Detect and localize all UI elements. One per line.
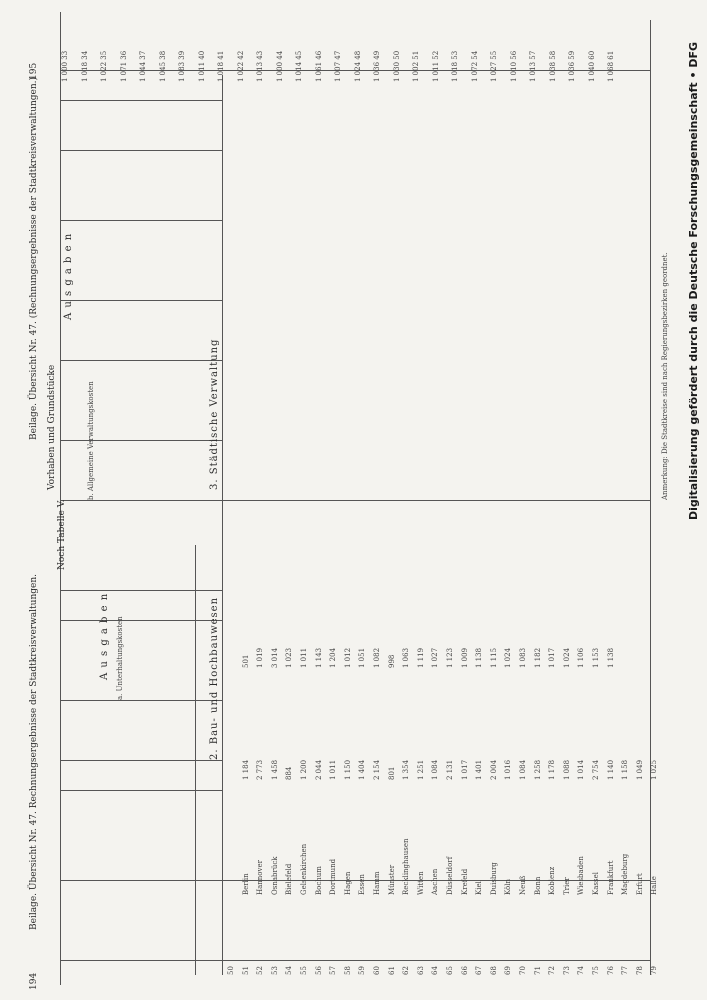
row-number: 69 [504, 966, 513, 975]
left-expense-header: A u s g a b e n [99, 592, 110, 680]
total-value: 1 018 34 [80, 50, 89, 82]
row-number: 70 [519, 966, 527, 975]
table-rule [60, 440, 222, 441]
total-value: 1 045 38 [158, 50, 167, 82]
table-cell-value: 1 017 [548, 647, 557, 668]
row-number: 72 [548, 966, 557, 975]
right-running-header: Beilage. Übersicht Nr. 47. (Rechnungsergebnisse der Stadtkreisverwaltungen.) [29, 76, 39, 440]
table-cell-value: 1 106 [577, 647, 586, 668]
table-cell-value: 1 401 [475, 759, 484, 780]
row-number: 73 [562, 966, 571, 975]
row-label: Neuß [519, 875, 527, 895]
table-cell-value: 2 044 [314, 759, 323, 780]
total-value: 1 068 61 [607, 50, 615, 82]
table-rule [60, 12, 61, 985]
table-rule [60, 790, 222, 791]
row-number: 76 [606, 966, 615, 975]
table-rule [60, 960, 650, 961]
table-cell-value: 1 140 [606, 759, 615, 780]
total-value: 1 002 51 [412, 50, 420, 82]
total-value: 1 083 39 [178, 50, 186, 82]
row-label: Münster [387, 864, 396, 895]
table-cell-value: 501 [241, 654, 250, 668]
row-number: 54 [285, 966, 294, 975]
table-cell-value: 1 063 [402, 647, 411, 668]
row-number: 51 [241, 966, 250, 975]
left-running-header: Beilage. Übersicht Nr. 47. Rechnungsergebnisse der Stadtkreisverwaltungen. [29, 574, 39, 930]
table-cell-value: 2 773 [256, 759, 265, 780]
total-value: 1 018 41 [217, 50, 225, 82]
table-rule [60, 760, 222, 761]
row-label: Recklinghausen [402, 838, 411, 895]
row-label: Magdeburg [621, 853, 630, 895]
table-rule [60, 100, 222, 101]
row-number: 50 [227, 966, 235, 975]
left-continuation: Noch Tabelle V. [57, 499, 67, 570]
table-cell-value: 1 204 [329, 647, 338, 668]
row-label: Witten [416, 871, 425, 895]
table-cell-value: 998 [387, 654, 396, 668]
row-label: Bochum [314, 866, 323, 895]
table-cell-value: 1 023 [285, 647, 294, 668]
table-rule [60, 300, 222, 301]
table-cell-value: 1 251 [416, 759, 425, 780]
table-rule [222, 75, 223, 975]
table-cell-value: 1 458 [270, 759, 279, 780]
table-cell-value: 1 258 [533, 759, 542, 780]
right-expense-header: A u s g a b e n [63, 232, 74, 320]
row-label: Köln [504, 878, 513, 895]
row-label: Gelsenkirchen [300, 843, 308, 895]
row-label: Wiesbaden [577, 856, 586, 895]
table-cell-value: 1 017 [460, 759, 469, 780]
table-cell-value: 1 016 [504, 759, 513, 780]
total-value: 1 071 36 [119, 50, 128, 82]
row-number: 74 [577, 966, 586, 975]
table-cell-value: 1 138 [606, 647, 615, 668]
row-label: Hannover [256, 860, 265, 895]
row-number: 62 [402, 966, 411, 975]
table-rule [60, 880, 650, 881]
table-rule [60, 150, 222, 151]
total-value: 1 011 40 [197, 50, 206, 82]
row-label: Hamm [373, 871, 381, 895]
row-number: 58 [343, 966, 352, 975]
table-cell-value: 1 354 [402, 759, 411, 780]
table-cell-value: 1 025 [650, 759, 659, 780]
table-cell-value: 2 004 [489, 759, 498, 780]
table-cell-value: 1 083 [519, 647, 527, 668]
table-cell-value: 1 084 [431, 759, 440, 780]
row-number: 68 [489, 966, 498, 975]
row-number: 60 [373, 966, 381, 975]
row-label: Hagen [343, 871, 352, 895]
table-cell-value: 2 154 [373, 759, 381, 780]
row-label: Duisburg [489, 862, 498, 895]
total-value: 1 024 48 [353, 50, 362, 82]
table-rule [60, 620, 222, 621]
table-cell-value: 1 082 [373, 647, 381, 668]
total-value: 1 013 43 [256, 50, 264, 82]
table-cell-value: 1 051 [358, 647, 367, 668]
right-footnote: Anmerkung: Die Stadtkreise sind nach Regierungsbezirken geordnet. [661, 252, 669, 500]
row-label: Essen [358, 874, 367, 895]
total-value: 1 018 53 [451, 50, 459, 82]
row-label: Erfurt [635, 873, 644, 895]
row-label: Kassel [592, 872, 600, 895]
table-rule [60, 220, 222, 221]
table-cell-value: 1 049 [635, 759, 644, 780]
table-cell-value: 1 012 [343, 647, 352, 668]
table-cell-value: 884 [285, 766, 294, 780]
row-number: 65 [446, 966, 454, 975]
right-section-heading: Vorhaben und Grundstücke [47, 364, 57, 490]
row-label: Trier [562, 877, 571, 895]
row-number: 71 [533, 966, 542, 975]
total-value: 1 027 55 [490, 50, 498, 82]
row-label: Bielefeld [285, 863, 294, 895]
total-value: 1 038 58 [548, 50, 557, 82]
row-label: Halle [650, 876, 659, 895]
row-number: 63 [416, 966, 425, 975]
table-cell-value: 1 182 [533, 647, 542, 668]
total-value: 1 000 33 [61, 50, 69, 82]
row-number: 77 [621, 966, 630, 975]
row-label: Düsseldorf [446, 856, 454, 895]
row-label: Krefeld [460, 868, 469, 895]
total-value: 1 013 57 [529, 50, 537, 82]
left-page-number: 194 [29, 972, 39, 990]
table-cell-value: 1 088 [562, 759, 571, 780]
table-cell-value: 1 123 [446, 647, 454, 668]
table-cell-value: 1 024 [504, 647, 513, 668]
total-value: 1 010 56 [509, 50, 518, 82]
row-label: Frankfurt [606, 860, 615, 895]
total-value: 1 007 47 [334, 50, 342, 82]
table-cell-value: 1 115 [489, 647, 498, 668]
total-value: 1 061 46 [314, 50, 323, 82]
dfg-watermark: Digitalisierung gefördert durch die Deutsche Forschungsgemeinschaft • DFG [687, 41, 700, 520]
row-number: 56 [314, 966, 323, 975]
row-label: Bonn [533, 876, 542, 895]
table-cell-value: 1 011 [329, 759, 338, 780]
total-value: 1 040 60 [587, 50, 596, 82]
table-cell-value: 1 158 [621, 759, 630, 780]
right-page-number: 195 [29, 62, 39, 80]
table-cell-value: 1 138 [475, 647, 484, 668]
table-cell-value: 1 184 [241, 759, 250, 780]
total-value: 1 044 37 [139, 50, 147, 82]
row-label: Osnabrück [270, 856, 279, 895]
table-rule [60, 700, 222, 701]
right-section-heading-2: 3. Städtische Verwaltung [209, 338, 220, 490]
row-number: 59 [358, 966, 367, 975]
total-value: 1 000 44 [275, 50, 284, 82]
table-cell-value: 1 153 [592, 647, 600, 668]
row-number: 78 [635, 966, 644, 975]
table-cell-value: 1 119 [416, 647, 425, 668]
row-label: Berlin [241, 873, 250, 895]
table-cell-value: 3 014 [270, 647, 279, 668]
table-cell-value: 1 009 [460, 647, 469, 668]
row-number: 53 [270, 966, 279, 975]
row-number: 52 [256, 966, 265, 975]
total-value: 1 030 50 [392, 50, 401, 82]
table-rule [650, 20, 651, 975]
table-cell-value: 2 754 [592, 759, 600, 780]
row-number: 75 [592, 966, 600, 975]
total-value: 1 036 59 [568, 50, 576, 82]
row-number: 57 [329, 966, 338, 975]
table-cell-value: 1 024 [562, 647, 571, 668]
table-cell-value: 1 019 [256, 647, 265, 668]
table-rule [60, 590, 222, 591]
table-cell-value: 1 143 [314, 647, 323, 668]
table-cell-value: 1 084 [519, 759, 527, 780]
row-number: 64 [431, 966, 440, 975]
table-cell-value: 1 150 [343, 759, 352, 780]
row-number: 67 [475, 966, 484, 975]
row-number: 66 [460, 966, 469, 975]
total-value: 1 011 52 [431, 50, 440, 82]
table-rule [60, 500, 650, 501]
table-rule [60, 360, 222, 361]
table-cell-value: 1 178 [548, 759, 557, 780]
row-number: 55 [300, 966, 308, 975]
table-cell-value: 1 200 [300, 759, 308, 780]
total-value: 1 036 49 [373, 50, 381, 82]
right-sub-header: b. Allgemeine Verwaltungskosten [87, 381, 95, 500]
table-cell-value: 1 404 [358, 759, 367, 780]
row-label: Aachen [431, 868, 440, 895]
table-cell-value: 2 131 [446, 759, 454, 780]
table-cell-value: 1 014 [577, 759, 586, 780]
table-cell-value: 1 011 [300, 647, 308, 668]
left-section-heading: 2. Bau- und Hochbauwesen [209, 596, 220, 760]
total-value: 1 072 54 [470, 50, 479, 82]
row-number: 79 [650, 966, 659, 975]
left-sub-header: a. Unterhaltungskosten [116, 616, 124, 700]
row-label: Koblenz [548, 866, 557, 895]
total-value: 1 022 35 [100, 50, 108, 82]
row-label: Kiel [475, 881, 484, 895]
table-cell-value: 1 027 [431, 647, 440, 668]
total-value: 1 014 45 [295, 50, 303, 82]
table-cell-value: 801 [387, 766, 396, 780]
row-label: Dortmund [329, 858, 338, 895]
total-value: 1 022 42 [236, 50, 245, 82]
row-number: 61 [387, 966, 396, 975]
